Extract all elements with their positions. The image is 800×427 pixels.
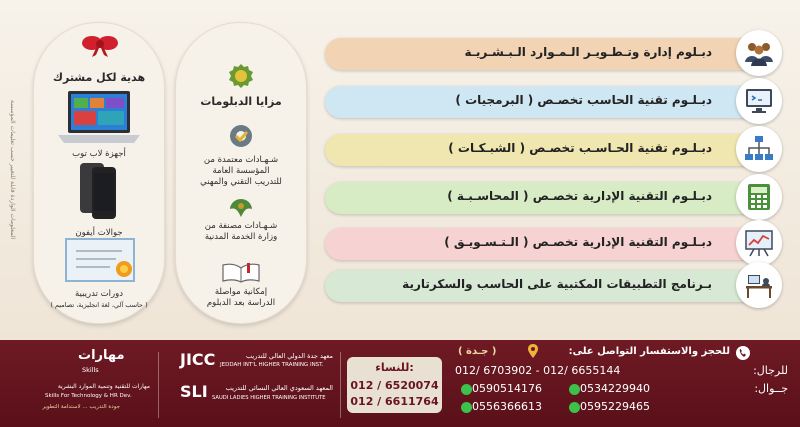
mobile-number-1[interactable]	[566, 382, 650, 395]
mobile-number-2-text: 0590514176	[472, 382, 542, 395]
chart-board-icon	[736, 220, 782, 266]
classified-line-2: وزارة الخدمة المدنية	[204, 232, 278, 242]
women-label: للنساء:	[375, 361, 414, 374]
side-disclaimer: المعلومات الواردة قابلة للتغيير حسب تعليمات المؤسسة	[9, 100, 16, 239]
whatsapp-icon	[569, 384, 580, 395]
classified-line-1: شـهـادات مصنفة من	[204, 221, 278, 231]
mobile-number-1-text: 0534229940	[580, 382, 650, 395]
continue-text	[176, 287, 306, 309]
men-phones[interactable]: 012/ 6703902 - 012/ 6655144	[455, 364, 621, 377]
laptop-icon	[56, 89, 142, 147]
jicc-logo: JICC	[180, 350, 216, 369]
whatsapp-icon	[569, 402, 580, 413]
women-phone-2[interactable]: 012 / 6611764	[350, 395, 439, 408]
certificate-icon	[62, 235, 140, 285]
courses-title: دورات تدريبية	[74, 289, 124, 299]
network-icon	[736, 126, 782, 172]
mobile-number-3[interactable]	[566, 400, 650, 413]
courses-label	[34, 289, 164, 311]
emblem-icon	[226, 197, 256, 219]
program-label: دبـلـوم التقنية الإدارية تخصـص ( الـتـسـويـق )	[444, 235, 712, 249]
program-row-accounting[interactable]	[325, 182, 760, 214]
program-label: دبـلـوم تقنية الحاسب تخصـص ( البرمجيات )	[455, 93, 712, 107]
laptop-label: أجهزة لاب توب	[72, 149, 126, 159]
skills-arabic-name: مهارات للتقنية وتنمية الموارد البشرية	[57, 383, 150, 390]
sli-arabic-name: المعهد السعودي العالي النسائي للتدريب	[225, 384, 333, 392]
program-row-hr[interactable]	[325, 38, 760, 70]
desk-icon	[736, 262, 782, 308]
phone-icon	[736, 346, 750, 360]
classified-text	[176, 221, 306, 243]
mobile-number-3-text: 0595229465	[580, 400, 650, 413]
program-row-marketing[interactable]	[325, 228, 760, 260]
certified-text	[176, 155, 306, 188]
features-title: مزايا الدبلومات	[200, 95, 282, 108]
contact-heading: للحجز والاستفسار التواصل على:	[568, 346, 730, 357]
certified-line-3: للتدريب التقني والمهني	[200, 177, 282, 187]
mobile-number-2[interactable]	[458, 382, 542, 395]
mobile-number-4[interactable]	[458, 400, 542, 413]
skills-logo: مهارات	[78, 348, 125, 363]
certified-line-2: المؤسسة العامة	[212, 166, 270, 176]
skills-tagline: جودة التدريب ... لاستدامة التطوير	[42, 404, 120, 410]
whatsapp-icon	[461, 384, 472, 395]
people-icon	[736, 30, 782, 76]
women-phone-1[interactable]: 012 / 6520074	[350, 379, 439, 392]
gift-panel	[33, 22, 165, 324]
continue-line-2: الدراسة بعد الدبلوم	[206, 298, 276, 308]
jicc-english-name: JEDDAH INT'L HIGHER TRAINING INST.	[220, 362, 324, 368]
whatsapp-icon	[461, 402, 472, 413]
men-label: للرجال:	[753, 364, 788, 377]
women-contact-box	[347, 357, 442, 413]
iphone-label: جوالات أيفون	[75, 228, 123, 238]
skills-english-name: Skills For Technology & HR Dev.	[45, 393, 132, 399]
sli-logo: SLI	[180, 382, 208, 401]
sli-english-name: SAUDI LADIES HIGHER TRAINING INSTITUTE	[212, 395, 326, 401]
location-pin-icon	[528, 344, 538, 358]
calculator-icon	[736, 174, 782, 220]
mobile-number-4-text: 0556366613	[472, 400, 542, 413]
jicc-arabic-name: معهد جدة الدولي العالي للتدريب	[246, 352, 333, 360]
gift-bow-icon	[82, 33, 118, 57]
program-label: دبـلـوم التقنية الإدارية تخصـص ( المحاسـبـة )	[447, 189, 712, 203]
program-row-software[interactable]	[325, 86, 760, 118]
program-label: دبـلـوم تقنية الحـاسـب تخصـص ( الشبـكـات )	[448, 141, 712, 155]
certified-line-1: شـهـادات معتمدة من	[203, 155, 279, 165]
divider	[340, 352, 341, 418]
city-label: ( جـدة )	[458, 346, 497, 357]
continue-line-1: إمكانية مواصلة	[214, 287, 268, 297]
open-book-icon	[221, 261, 261, 283]
quality-badge-icon	[228, 63, 254, 91]
skills-logo-en: Skills	[82, 366, 99, 374]
courses-detail: ( حاسب آلي، لغة انجليزية، تصاميم )	[50, 301, 148, 309]
computer-icon	[736, 78, 782, 124]
program-row-office[interactable]	[325, 270, 760, 302]
phone-icon	[78, 163, 120, 221]
program-label: بـرنامج التطبيقات المكتبية على الحاسب والسكرتارية	[402, 277, 712, 291]
gift-title: هدية لكل مشترك	[52, 71, 146, 84]
program-label: دبـلوم إدارة وتـطـويـر الـمـوارد الـبـشـريـة	[464, 45, 712, 59]
program-row-networks[interactable]	[325, 134, 760, 166]
features-panel	[175, 22, 307, 324]
gear-check-icon	[226, 121, 256, 151]
mobile-label: جــوال:	[754, 382, 788, 395]
divider	[158, 352, 159, 418]
